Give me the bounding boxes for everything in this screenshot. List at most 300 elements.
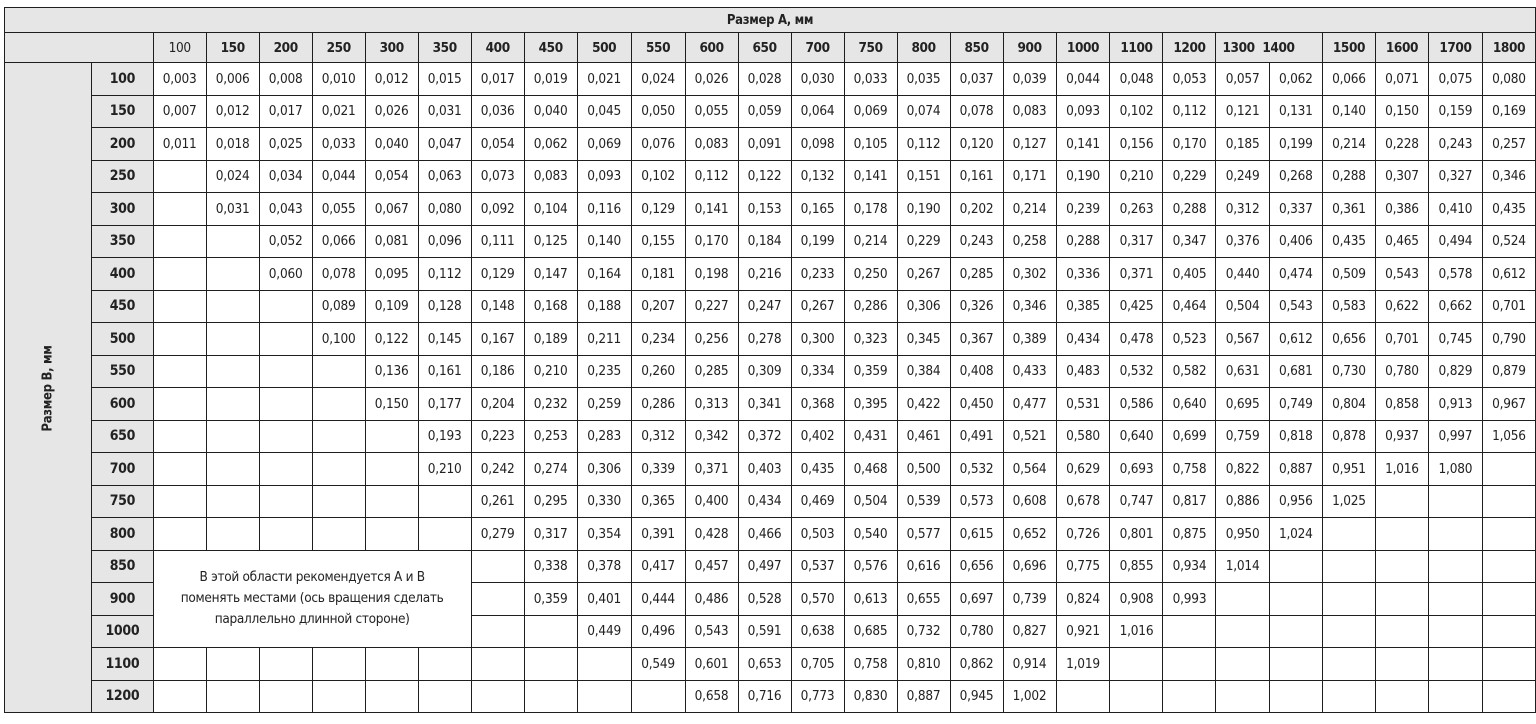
table-cell: 0,435 (791, 453, 844, 486)
table-cell: 0,914 (1003, 648, 1056, 681)
table-cell: 0,177 (418, 388, 471, 421)
table-cell: 0,345 (897, 323, 950, 356)
table-cell: 0,210 (524, 355, 577, 388)
table-cell: 0,012 (365, 63, 418, 96)
table-cell (577, 648, 631, 681)
table-cell: 0,161 (950, 160, 1003, 193)
table-cell: 0,313 (685, 388, 738, 421)
table-cell (418, 485, 471, 518)
table-cell: 0,317 (524, 518, 577, 551)
table-cell: 0,732 (897, 615, 950, 648)
table-cell: 0,376 (1216, 225, 1269, 258)
table-cell: 0,074 (897, 95, 950, 128)
table-cell: 0,083 (685, 128, 738, 161)
table-cell: 0,330 (577, 485, 631, 518)
table-cell: 0,341 (738, 388, 791, 421)
table-cell: 0,425 (1110, 290, 1163, 323)
table-cell: 0,428 (685, 518, 738, 551)
row-header: 750 (92, 485, 154, 518)
table-cell: 0,758 (1163, 453, 1216, 486)
table-cell: 0,685 (844, 615, 897, 648)
row-header: 250 (92, 160, 154, 193)
column-header: 250 (312, 33, 365, 63)
table-cell: 0,147 (524, 258, 577, 291)
row-header: 300 (92, 193, 154, 226)
table-cell: 0,829 (1428, 355, 1482, 388)
table-cell: 0,012 (206, 95, 259, 128)
table-cell: 0,214 (1322, 128, 1375, 161)
table-cell: 0,371 (1110, 258, 1163, 291)
table-cell: 0,044 (1056, 63, 1110, 96)
table-cell: 0,071 (1375, 63, 1428, 96)
table-cell: 0,064 (791, 95, 844, 128)
table-cell (1269, 615, 1322, 648)
table-cell (206, 355, 259, 388)
table-cell: 0,120 (950, 128, 1003, 161)
table-cell: 0,658 (685, 680, 738, 713)
table-cell: 0,024 (206, 160, 259, 193)
table-cell (1269, 680, 1322, 713)
table-cell: 0,956 (1269, 485, 1322, 518)
table-cell (1428, 648, 1482, 681)
table-row (5, 648, 1536, 681)
table-cell: 0,457 (685, 550, 738, 583)
table-cell (206, 485, 259, 518)
table-cell: 0,150 (365, 388, 418, 421)
column-header: 1200 (1163, 33, 1216, 63)
table-cell: 0,066 (312, 225, 365, 258)
table-cell: 0,681 (1269, 355, 1322, 388)
table-cell (471, 583, 524, 616)
table-cell: 0,080 (1482, 63, 1535, 96)
table-cell: 0,229 (897, 225, 950, 258)
table-cell (1482, 583, 1535, 616)
table-cell: 0,827 (1003, 615, 1056, 648)
table-row (5, 128, 1536, 161)
table-cell: 0,347 (1163, 225, 1216, 258)
table-cell: 0,121 (1216, 95, 1269, 128)
table-cell: 0,167 (471, 323, 524, 356)
area-table (4, 7, 1536, 713)
table-cell: 0,069 (844, 95, 897, 128)
table-cell: 0,434 (738, 485, 791, 518)
table-cell: 0,288 (1322, 160, 1375, 193)
table-cell (153, 388, 206, 421)
table-cell: 0,026 (685, 63, 738, 96)
row-header: 200 (92, 128, 154, 161)
table-cell: 0,365 (631, 485, 685, 518)
table-cell (1482, 648, 1535, 681)
table-cell: 0,385 (1056, 290, 1110, 323)
table-cell: 0,368 (791, 388, 844, 421)
table-cell: 0,478 (1110, 323, 1163, 356)
table-cell: 0,300 (791, 323, 844, 356)
column-header: 550 (631, 33, 685, 63)
table-row (5, 63, 1536, 96)
table-cell: 0,697 (950, 583, 1003, 616)
table-cell: 0,069 (577, 128, 631, 161)
table-cell: 0,780 (1375, 355, 1428, 388)
table-cell: 0,528 (738, 583, 791, 616)
table-cell: 0,509 (1322, 258, 1375, 291)
table-cell: 0,112 (897, 128, 950, 161)
row-header: 1200 (92, 680, 154, 713)
table-cell: 0,259 (577, 388, 631, 421)
table-cell: 0,232 (524, 388, 577, 421)
row-header: 400 (92, 258, 154, 291)
table-cell: 0,323 (844, 323, 897, 356)
table-cell: 0,862 (950, 648, 1003, 681)
table-row (5, 323, 1536, 356)
table-cell: 0,573 (950, 485, 1003, 518)
table-cell: 0,148 (471, 290, 524, 323)
table-cell: 0,537 (791, 550, 844, 583)
table-cell (524, 615, 577, 648)
table-cell: 0,210 (418, 453, 471, 486)
table-cell: 0,567 (1216, 323, 1269, 356)
table-cell: 0,184 (738, 225, 791, 258)
table-cell: 0,285 (685, 355, 738, 388)
table-cell: 0,227 (685, 290, 738, 323)
table-cell: 0,204 (471, 388, 524, 421)
table-cell: 0,435 (1322, 225, 1375, 258)
table-cell (1482, 680, 1535, 713)
table-cell: 0,112 (418, 258, 471, 291)
table-cell (1056, 680, 1110, 713)
table-cell (259, 453, 312, 486)
table-cell (206, 388, 259, 421)
table-cell: 0,403 (738, 453, 791, 486)
table-cell: 0,267 (791, 290, 844, 323)
table-cell: 0,543 (1269, 290, 1322, 323)
table-row (5, 485, 1536, 518)
table-cell: 0,531 (1056, 388, 1110, 421)
table-cell: 0,044 (312, 160, 365, 193)
table-cell: 0,384 (897, 355, 950, 388)
table-cell: 0,258 (1003, 225, 1056, 258)
table-cell (259, 648, 312, 681)
table-cell: 0,249 (1216, 160, 1269, 193)
table-cell: 0,239 (1056, 193, 1110, 226)
table-cell: 0,025 (259, 128, 312, 161)
table-cell: 0,279 (471, 518, 524, 551)
table-cell (577, 680, 631, 713)
table-cell (153, 453, 206, 486)
table-cell: 0,181 (631, 258, 685, 291)
table-cell: 0,464 (1163, 290, 1216, 323)
table-cell: 0,967 (1482, 388, 1535, 421)
table-cell (1375, 615, 1428, 648)
table-cell: 0,045 (577, 95, 631, 128)
table-cell: 0,395 (844, 388, 897, 421)
table-cell: 0,434 (1056, 323, 1110, 356)
column-header: 1500 (1322, 33, 1375, 63)
table-cell: 0,486 (685, 583, 738, 616)
table-cell: 0,253 (524, 420, 577, 453)
corner-cell (5, 33, 154, 63)
column-header-label: 1300 (1222, 39, 1255, 56)
table-row (5, 388, 1536, 421)
table-cell (1375, 518, 1428, 551)
table-cell (1482, 485, 1535, 518)
table-cell: 0,141 (685, 193, 738, 226)
table-cell: 0,229 (1163, 160, 1216, 193)
table-cell: 0,216 (738, 258, 791, 291)
column-header: 500 (577, 33, 631, 63)
table-cell (1216, 615, 1269, 648)
table-cell: 0,202 (950, 193, 1003, 226)
table-cell: 0,164 (577, 258, 631, 291)
table-cell: 0,810 (897, 648, 950, 681)
table-cell: 1,014 (1216, 550, 1269, 583)
table-cell: 0,257 (1482, 128, 1535, 161)
table-cell (153, 225, 206, 258)
table-cell: 0,098 (791, 128, 844, 161)
table-cell: 0,747 (1110, 485, 1163, 518)
table-cell: 0,477 (1003, 388, 1056, 421)
table-cell: 0,913 (1428, 388, 1482, 421)
table-cell: 0,532 (950, 453, 1003, 486)
table-cell: 0,100 (312, 323, 365, 356)
table-cell: 0,576 (844, 550, 897, 583)
table-cell: 0,908 (1110, 583, 1163, 616)
table-cell: 0,006 (206, 63, 259, 96)
table-cell: 0,034 (259, 160, 312, 193)
table-row (5, 420, 1536, 453)
table-cell: 0,267 (897, 258, 950, 291)
table-cell: 0,033 (312, 128, 365, 161)
table-cell: 0,288 (1056, 225, 1110, 258)
table-cell (259, 290, 312, 323)
table-cell: 0,083 (524, 160, 577, 193)
table-cell: 0,067 (365, 193, 418, 226)
table-cell: 0,062 (1269, 63, 1322, 96)
table-cell (1163, 648, 1216, 681)
table-cell: 0,378 (577, 550, 631, 583)
table-cell: 0,104 (524, 193, 577, 226)
table-cell: 0,150 (1375, 95, 1428, 128)
table-cell: 0,039 (1003, 63, 1056, 96)
table-cell: 0,063 (418, 160, 471, 193)
table-cell: 0,336 (1056, 258, 1110, 291)
table-cell: 0,214 (1003, 193, 1056, 226)
table-cell: 0,822 (1216, 453, 1269, 486)
size-b-label-cell (5, 63, 92, 713)
column-header: 400 (471, 33, 524, 63)
table-cell: 0,092 (471, 193, 524, 226)
size-a-label: Размер А, мм (5, 8, 1536, 33)
table-cell: 0,367 (950, 323, 1003, 356)
table-cell: 0,140 (1322, 95, 1375, 128)
table-cell: 0,030 (791, 63, 844, 96)
table-cell (365, 485, 418, 518)
table-cell: 0,450 (950, 388, 1003, 421)
header-row-size-a (5, 8, 1536, 33)
table-cell: 0,346 (1482, 160, 1535, 193)
table-cell: 0,111 (471, 225, 524, 258)
table-cell: 0,705 (791, 648, 844, 681)
column-header: 650 (738, 33, 791, 63)
table-cell: 0,188 (577, 290, 631, 323)
table-cell: 0,521 (1003, 420, 1056, 453)
table-cell: 0,161 (418, 355, 471, 388)
table-cell: 1,024 (1269, 518, 1322, 551)
table-cell (206, 420, 259, 453)
table-cell (418, 648, 471, 681)
table-cell (206, 290, 259, 323)
table-cell: 0,337 (1269, 193, 1322, 226)
table-cell: 0,060 (259, 258, 312, 291)
table-cell: 0,109 (365, 290, 418, 323)
table-cell: 0,622 (1375, 290, 1428, 323)
table-cell: 0,286 (631, 388, 685, 421)
row-header: 450 (92, 290, 154, 323)
table-cell (1163, 680, 1216, 713)
table-cell (1428, 615, 1482, 648)
table-cell (312, 485, 365, 518)
table-cell (153, 258, 206, 291)
area-table-container (4, 7, 1536, 713)
table-cell: 0,141 (844, 160, 897, 193)
table-cell: 0,402 (791, 420, 844, 453)
table-cell (1482, 550, 1535, 583)
table-cell: 0,083 (1003, 95, 1056, 128)
table-cell: 0,580 (1056, 420, 1110, 453)
table-cell: 0,211 (577, 323, 631, 356)
table-cell: 0,228 (1375, 128, 1428, 161)
row-header: 150 (92, 95, 154, 128)
table-cell: 0,773 (791, 680, 844, 713)
table-cell (206, 680, 259, 713)
table-cell: 0,612 (1269, 323, 1322, 356)
row-header: 650 (92, 420, 154, 453)
table-cell: 0,075 (1428, 63, 1482, 96)
table-cell (259, 680, 312, 713)
table-cell: 0,758 (844, 648, 897, 681)
table-cell: 0,410 (1428, 193, 1482, 226)
column-header: 300 (365, 33, 418, 63)
table-cell: 0,170 (1163, 128, 1216, 161)
table-cell: 0,309 (738, 355, 791, 388)
table-cell: 0,122 (365, 323, 418, 356)
table-cell: 0,417 (631, 550, 685, 583)
row-header: 550 (92, 355, 154, 388)
table-cell: 0,543 (685, 615, 738, 648)
table-cell: 0,242 (471, 453, 524, 486)
row-header: 700 (92, 453, 154, 486)
table-cell: 1,025 (1322, 485, 1375, 518)
table-cell (1322, 583, 1375, 616)
table-cell: 0,726 (1056, 518, 1110, 551)
table-cell: 1,019 (1056, 648, 1110, 681)
table-cell: 0,132 (791, 160, 844, 193)
table-row (5, 225, 1536, 258)
table-cell: 0,570 (791, 583, 844, 616)
table-cell: 0,040 (524, 95, 577, 128)
table-cell: 0,389 (1003, 323, 1056, 356)
table-cell: 0,165 (791, 193, 844, 226)
table-cell: 0,887 (897, 680, 950, 713)
table-cell: 0,207 (631, 290, 685, 323)
table-cell: 1,056 (1482, 420, 1535, 453)
table-cell: 0,921 (1056, 615, 1110, 648)
table-cell: 0,008 (259, 63, 312, 96)
table-cell (153, 323, 206, 356)
table-cell: 0,693 (1110, 453, 1163, 486)
table-cell: 0,608 (1003, 485, 1056, 518)
table-cell (365, 420, 418, 453)
table-cell (1375, 583, 1428, 616)
table-cell: 0,024 (631, 63, 685, 96)
table-cell: 0,749 (1269, 388, 1322, 421)
table-cell (1322, 680, 1375, 713)
table-cell (259, 485, 312, 518)
table-cell: 0,817 (1163, 485, 1216, 518)
table-cell: 0,078 (312, 258, 365, 291)
table-cell: 0,577 (897, 518, 950, 551)
table-cell: 0,612 (1482, 258, 1535, 291)
table-cell: 0,951 (1322, 453, 1375, 486)
table-cell: 0,015 (418, 63, 471, 96)
table-cell: 0,497 (738, 550, 791, 583)
table-cell: 0,011 (153, 128, 206, 161)
table-row (5, 258, 1536, 291)
table-cell: 0,496 (631, 615, 685, 648)
table-cell: 0,878 (1322, 420, 1375, 453)
table-cell: 0,759 (1216, 420, 1269, 453)
table-cell: 0,153 (738, 193, 791, 226)
column-header: 700 (791, 33, 844, 63)
table-cell: 0,386 (1375, 193, 1428, 226)
table-cell: 0,468 (844, 453, 897, 486)
table-row (5, 550, 1536, 583)
table-cell (1163, 615, 1216, 648)
table-cell (418, 518, 471, 551)
table-cell (206, 648, 259, 681)
table-cell: 0,461 (897, 420, 950, 453)
table-cell: 0,040 (365, 128, 418, 161)
table-cell: 0,950 (1216, 518, 1269, 551)
table-cell (1322, 550, 1375, 583)
table-cell: 0,112 (685, 160, 738, 193)
table-cell (153, 680, 206, 713)
table-cell (524, 680, 577, 713)
table-cell (365, 518, 418, 551)
table-cell (153, 290, 206, 323)
table-cell: 0,151 (897, 160, 950, 193)
table-cell (312, 648, 365, 681)
table-cell (1216, 680, 1269, 713)
table-cell (1428, 680, 1482, 713)
table-cell: 0,631 (1216, 355, 1269, 388)
table-cell: 0,306 (897, 290, 950, 323)
table-cell: 0,080 (418, 193, 471, 226)
table-cell: 0,059 (738, 95, 791, 128)
table-cell: 0,790 (1482, 323, 1535, 356)
table-cell: 0,054 (471, 128, 524, 161)
table-cell: 0,210 (1110, 160, 1163, 193)
table-cell: 0,435 (1482, 193, 1535, 226)
table-cell: 0,540 (844, 518, 897, 551)
table-cell (1269, 648, 1322, 681)
table-cell (1428, 518, 1482, 551)
table-cell: 0,483 (1056, 355, 1110, 388)
table-cell: 0,504 (844, 485, 897, 518)
table-cell: 0,372 (738, 420, 791, 453)
table-cell (153, 420, 206, 453)
table-cell: 0,031 (206, 193, 259, 226)
table-cell: 0,053 (1163, 63, 1216, 96)
